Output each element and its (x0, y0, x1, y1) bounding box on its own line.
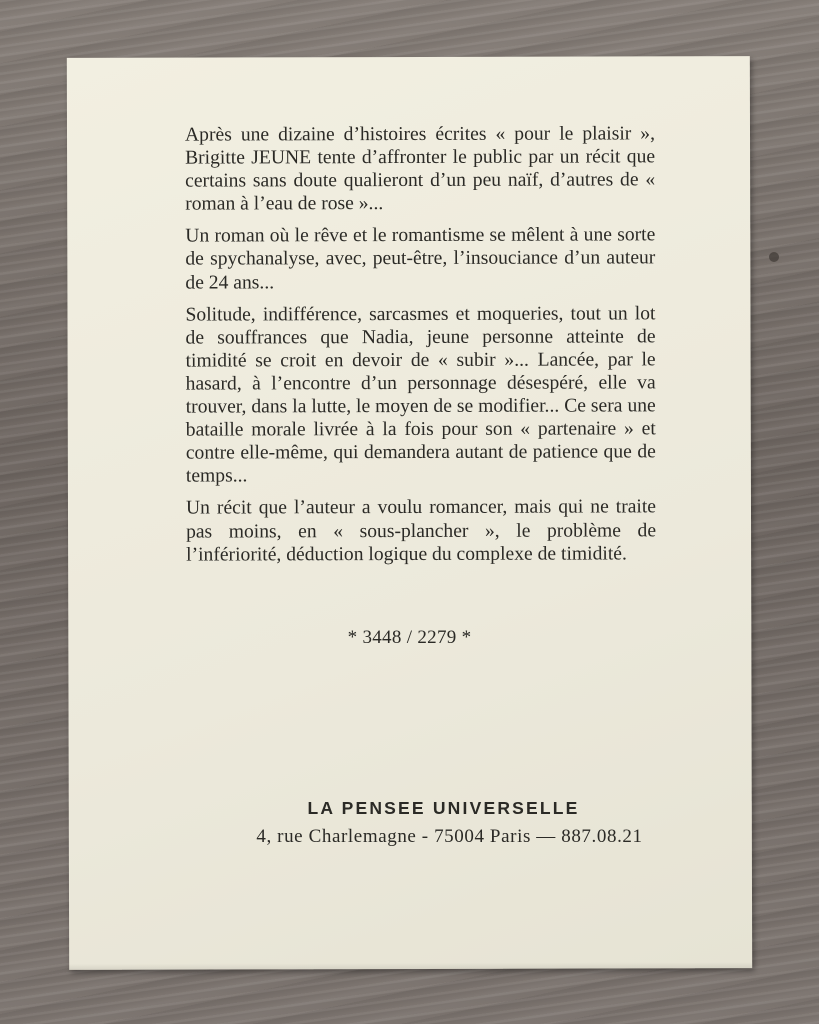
catalog-code: * 3448 / 2279 * (347, 627, 472, 648)
publisher-name: LA PENSEE UNIVERSELLE (307, 798, 580, 818)
blurb-text (185, 122, 656, 575)
blurb-paragraph-1: Après une dizaine d’histoires écrites « pour le plaisir », Brigitte JEUNE tente d’affronter le public par un récit que certains sans doute qualieront d’un peu naïf, d’autres de « roman à l’eau de rose »... (184, 123, 656, 215)
blurb-paragraph-3: Solitude, indifférence, sarcasmes et moqueries, tout un lot de souffrances que Nadia, jeune personne atteinte de timidité se croit en devoir de « subir »... Lancée, par le hasard, à l’encontre d’un personnage désespéré, elle va trouver, dans la lutte, le moyen de se modifier... Ce sera une bataille morale livrée à la fois pour son « partenaire » et contre elle-même, qui demandera autant de patience que de temps... (185, 303, 656, 487)
blurb-paragraph-4: Un récit que l’auteur a voulu romancer, mais qui ne traite pas moins, en « sous-plancher », le problème de l’infériorité, déduction logique du complexe de timidité. (185, 496, 657, 566)
publisher-address: 4, rue Charlemagne - 75004 Paris — 887.08.21 (256, 826, 643, 847)
wood-knot (769, 252, 779, 262)
blurb-paragraph-2: Un roman où le rêve et le romantisme se mêlent à une sorte de spychanalyse, avec, peut-être, l’insouciance d’un auteur de 24 ans... (185, 224, 656, 294)
